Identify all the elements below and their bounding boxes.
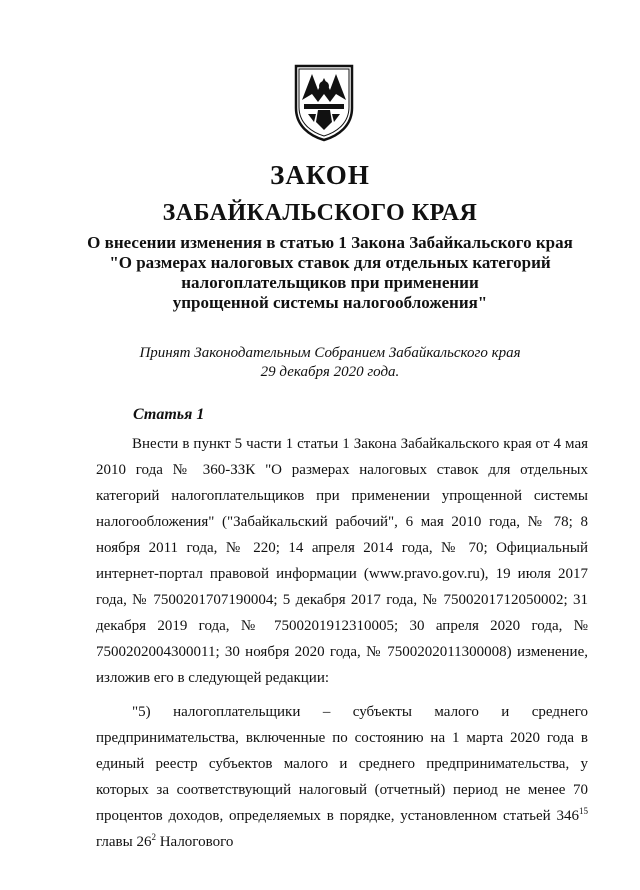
superscript: 2 bbox=[151, 832, 156, 842]
adoption-line: Принят Законодательным Собранием Забайкальского края bbox=[139, 345, 521, 361]
document-title: ЗАКОН bbox=[270, 160, 370, 190]
zabaykalsky-coat-of-arms-icon bbox=[292, 60, 356, 142]
subject-line: О внесении изменения в статью 1 Закона Забайкальского края bbox=[87, 233, 573, 252]
paragraph-text: "5) налогоплательщики – субъекты малого и среднего предпринимательства, включенные по состоянию на 1 марта 2020 года в единый реестр субъектов малого и среднего предпринимательства, у которых за соответствующий налоговый (отчетный) период не менее 70 процентов доходов, определяемых в порядке, установленном статьей 346 bbox=[96, 704, 588, 824]
adoption-note bbox=[60, 344, 600, 382]
paragraph-text: главы 26 bbox=[96, 834, 152, 850]
article-heading: Статья 1 bbox=[133, 406, 205, 423]
paragraph-text: Налогового bbox=[155, 834, 234, 850]
document-title-region: ЗАБАЙКАЛЬСКОГО КРАЯ bbox=[162, 200, 478, 226]
law-subject bbox=[60, 233, 600, 313]
subject-line: "О размерах налоговых ставок для отдельных категорий bbox=[109, 253, 551, 272]
article-paragraph bbox=[96, 699, 588, 855]
subject-line: упрощенной системы налогообложения" bbox=[172, 293, 488, 312]
article-body bbox=[96, 431, 588, 855]
adoption-date: 29 декабря 2020 года. bbox=[260, 364, 400, 380]
subject-line: налогоплательщиков при применении bbox=[181, 273, 479, 292]
article-paragraph: Внести в пункт 5 части 1 статьи 1 Закона Забайкальского края от 4 мая 2010 года № 360-ЗЗК "О размерах налоговых ставок для отдельных категорий налогоплательщиков при применении упрощенной системы налогообложения" ("Забайкальский рабочий", 6 мая 2010 года, № 78; 8 ноября 2011 года, № 220; 14 апреля 2014 года, № 70; Официальный интернет-портал правовой информации (www.pravo.gov.ru), 19 июля 2017 года, № 7500201707190004; 5 декабря 2017 года, № 7500201712050002; 31 декабря 2019 года, № 7500201912310005; 30 апреля 2020 года, № 7500202004300011; 30 ноября 2020 года, № 7500202011300008) изменение, изложив его в следующей редакции: bbox=[96, 436, 588, 686]
superscript: 15 bbox=[579, 806, 588, 816]
